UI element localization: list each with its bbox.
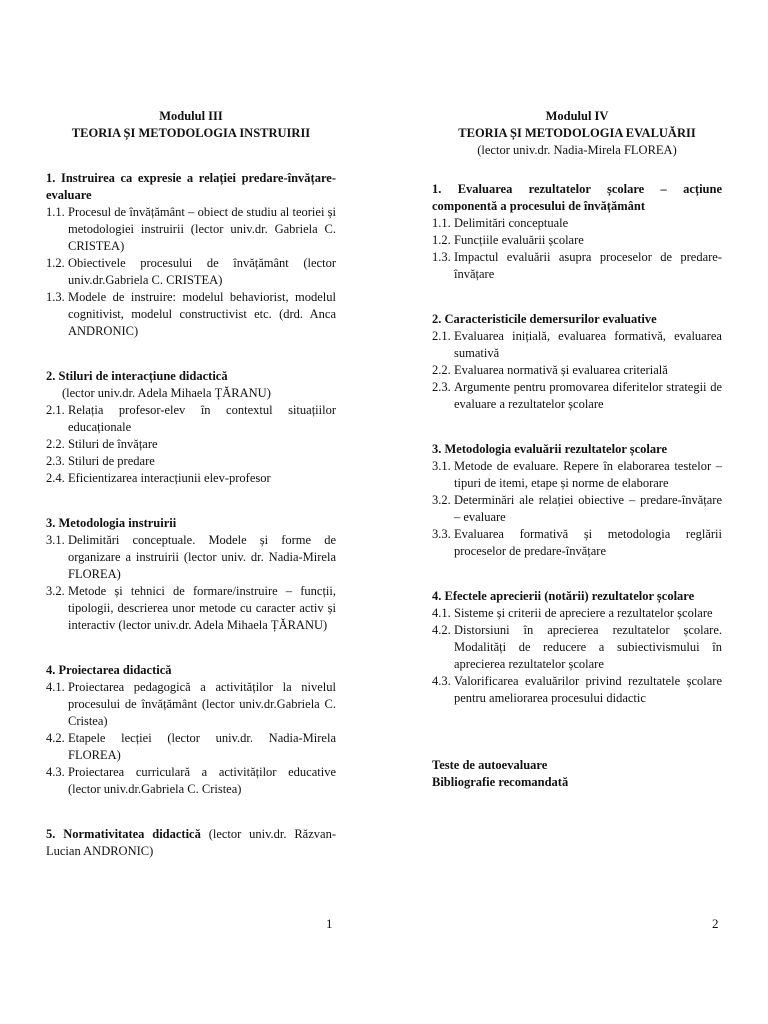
item-text: Evaluarea normativă și evaluarea criterială bbox=[454, 363, 668, 377]
list-item bbox=[432, 249, 722, 283]
item-number: 1.2. bbox=[46, 256, 65, 270]
left-column bbox=[46, 108, 336, 860]
item-text: Delimitări conceptuale. Modele și forme de organizare a instruirii (lector univ. dr. Nadia-Mirela FLOREA) bbox=[68, 533, 336, 581]
item-text: Valorificarea evaluărilor privind rezultatele școlare pentru ameliorarea procesului didactic bbox=[454, 674, 722, 705]
list-item bbox=[46, 583, 336, 634]
list-item bbox=[432, 328, 722, 362]
list-item bbox=[432, 526, 722, 560]
section-author: (lector univ.dr. Adela Mihaela ȚĂRANU) bbox=[62, 386, 271, 400]
item-number: 1.1. bbox=[46, 205, 65, 219]
list-item bbox=[432, 622, 722, 673]
item-text: Modele de instruire: modelul behaviorist, modelul cognitivist, modelul constructivist etc. (drd. Anca ANDRONIC) bbox=[68, 290, 336, 338]
item-text: Obiectivele procesului de învățământ (lector univ.dr.Gabriela C. CRISTEA) bbox=[68, 256, 336, 287]
section-title: 1. Instruirea ca expresie a relației predare-învățare-evaluare bbox=[46, 171, 336, 202]
section-author: (lector univ.dr. Răzvan-Lucian ANDRONIC) bbox=[46, 827, 336, 858]
list-item bbox=[432, 458, 722, 492]
list-item bbox=[46, 289, 336, 340]
list-item bbox=[46, 436, 336, 453]
section bbox=[432, 588, 722, 707]
list-item bbox=[46, 730, 336, 764]
item-text: Eficientizarea interacțiunii elev-profesor bbox=[68, 471, 271, 485]
item-number: 2.3. bbox=[46, 454, 65, 468]
item-number: 3.2. bbox=[46, 584, 65, 598]
item-number: 3.1. bbox=[46, 533, 65, 547]
section-title: 1. Evaluarea rezultatelor școlare – acțiune componentă a procesului de învățământ bbox=[432, 182, 722, 213]
list-item bbox=[46, 679, 336, 730]
list-item bbox=[432, 605, 722, 622]
list-item bbox=[46, 764, 336, 798]
item-number: 2.3. bbox=[432, 380, 451, 394]
item-number: 2.1. bbox=[46, 403, 65, 417]
section-title: 2. Stiluri de interacțiune didactică bbox=[46, 369, 228, 383]
item-number: 2.2. bbox=[432, 363, 451, 377]
list-item bbox=[46, 453, 336, 470]
list-item bbox=[46, 402, 336, 436]
item-text: Procesul de învățământ – obiect de studiu al teoriei și metodologiei instruirii (lector univ.dr. Gabriela C. CRISTEA) bbox=[68, 205, 336, 253]
item-number: 2.2. bbox=[46, 437, 65, 451]
item-number: 4.1. bbox=[432, 606, 451, 620]
right-column bbox=[432, 108, 722, 791]
module-label: Modulul IV bbox=[545, 109, 609, 123]
section bbox=[432, 311, 722, 413]
section bbox=[46, 368, 336, 487]
section bbox=[46, 662, 336, 798]
list-item bbox=[432, 362, 722, 379]
bibliography-heading: Bibliografie recomandată bbox=[432, 775, 569, 789]
item-number: 4.1. bbox=[46, 680, 65, 694]
module-title: TEORIA ȘI METODOLOGIA EVALUĂRII bbox=[458, 126, 696, 140]
list-item bbox=[46, 532, 336, 583]
section bbox=[432, 181, 722, 283]
module-label: Modulul III bbox=[159, 109, 223, 123]
item-number: 2.1. bbox=[432, 329, 451, 343]
right-page bbox=[384, 0, 768, 1024]
item-text: Distorsiuni în aprecierea rezultatelor școlare. Modalități de reducere a subiectivismului în aprecierea rezultatelor școlare bbox=[454, 623, 722, 671]
item-text: Metode și tehnici de formare/instruire – funcții, tipologii, descrierea unor metode cu caracter activ și interactiv (lector univ.dr. Adela Mihaela ȚĂRANU) bbox=[68, 584, 336, 632]
page-number: 2 bbox=[712, 916, 719, 931]
item-text: Evaluarea inițială, evaluarea formativă, evaluarea sumativă bbox=[454, 329, 722, 360]
item-number: 1.2. bbox=[432, 233, 451, 247]
section bbox=[46, 826, 336, 860]
item-text: Argumente pentru promovarea diferitelor strategii de evaluare a rezultatelor școlare bbox=[454, 380, 722, 411]
item-text: Proiectarea curriculară a activităților educative (lector univ.dr.Gabriela C. Cristea) bbox=[68, 765, 336, 796]
section-title: 5. Normativitatea didactică bbox=[46, 827, 201, 841]
item-number: 4.3. bbox=[46, 765, 65, 779]
item-text: Impactul evaluării asupra proceselor de predare-învățare bbox=[454, 250, 722, 281]
item-text: Stiluri de învățare bbox=[68, 437, 158, 451]
list-item bbox=[432, 673, 722, 707]
item-number: 3.2. bbox=[432, 493, 451, 507]
item-text: Sisteme și criterii de apreciere a rezultatelor școlare bbox=[454, 606, 713, 620]
section-title: 3. Metodologia instruirii bbox=[46, 516, 177, 530]
section bbox=[46, 170, 336, 340]
item-number: 1.3. bbox=[432, 250, 451, 264]
section bbox=[432, 441, 722, 560]
list-item bbox=[432, 492, 722, 526]
item-number: 1.1. bbox=[432, 216, 451, 230]
list-item bbox=[46, 204, 336, 255]
section-title: 3. Metodologia evaluării rezultatelor școlare bbox=[432, 442, 668, 456]
item-text: Stiluri de predare bbox=[68, 454, 155, 468]
item-text: Funcțiile evaluării școlare bbox=[454, 233, 584, 247]
item-number: 4.2. bbox=[46, 731, 65, 745]
section-title: 4. Proiectarea didactică bbox=[46, 663, 172, 677]
list-item bbox=[432, 379, 722, 413]
module-author: (lector univ.dr. Nadia-Mirela FLOREA) bbox=[477, 143, 677, 157]
item-text: Determinări ale relației obiective – predare-învățare – evaluare bbox=[454, 493, 722, 524]
item-text: Proiectarea pedagogică a activităților la nivelul procesului de învățământ (lector univ.dr.Gabriela C. Cristea) bbox=[68, 680, 336, 728]
self-assessment-heading: Teste de autoevaluare bbox=[432, 758, 548, 772]
item-number: 4.3. bbox=[432, 674, 451, 688]
section bbox=[46, 515, 336, 634]
item-number: 1.3. bbox=[46, 290, 65, 304]
list-item bbox=[432, 215, 722, 232]
list-item bbox=[46, 255, 336, 289]
item-number: 3.1. bbox=[432, 459, 451, 473]
item-text: Relația profesor-elev în contextul situațiilor educaționale bbox=[68, 403, 336, 434]
section-title: 2. Caracteristicile demersurilor evaluative bbox=[432, 312, 657, 326]
list-item bbox=[46, 470, 336, 487]
page-number: 1 bbox=[326, 916, 333, 931]
item-number: 3.3. bbox=[432, 527, 451, 541]
item-number: 4.2. bbox=[432, 623, 451, 637]
item-text: Delimitări conceptuale bbox=[454, 216, 569, 230]
module-title: TEORIA ȘI METODOLOGIA INSTRUIRII bbox=[71, 126, 311, 140]
list-item bbox=[432, 232, 722, 249]
item-text: Evaluarea formativă și metodologia reglării proceselor de predare-învățare bbox=[454, 527, 722, 558]
item-text: Etapele lecției (lector univ.dr. Nadia-Mirela FLOREA) bbox=[68, 731, 336, 762]
item-number: 2.4. bbox=[46, 471, 65, 485]
section-title: 4. Efectele aprecierii (notării) rezultatelor școlare bbox=[432, 589, 695, 603]
item-text: Metode de evaluare. Repere în elaborarea testelor – tipuri de itemi, etape și norme de elaborare bbox=[454, 459, 722, 490]
